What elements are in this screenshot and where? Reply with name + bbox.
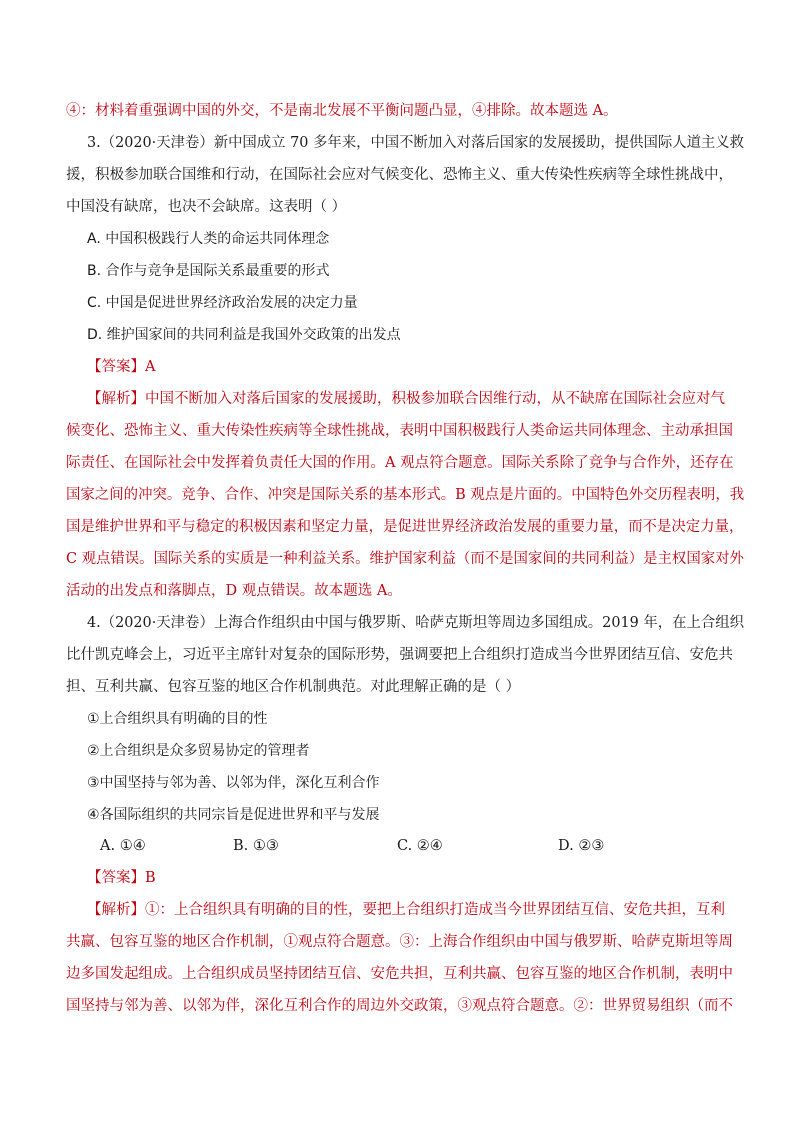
q3-stem-line-2: 援，积极参加联合国维和行动，在国际社会应对气候变化、恐怖主义、重大传染性疾病等全球性挑战中， [66,167,733,183]
q3-analysis-line-7: 活动的出发点和落脚点，D 观点错误。故本题选 A。 [66,583,402,599]
q4-choice-a: A. ①④ [100,838,146,854]
q3-option-b: B. 合作与竞争是国际关系最重要的形式 [87,263,330,279]
q4-analysis-line-2: 共赢、包容互鉴的地区合作机制，①观点符合题意。③：上海合作组织由中国与俄罗斯、哈萨克斯坦等周 [66,934,733,950]
q4-choice-d: D. ②③ [558,838,605,854]
q3-option-d: D. 维护国家间的共同利益是我国外交政策的出发点 [87,327,401,343]
q3-answer: 【答案】A [87,359,156,375]
q3-stem-line-3: 中国没有缺席，也决不会缺席。这表明（ ） [66,199,347,215]
q4-stem-line-3: 担、互利共赢、包容互鉴的地区合作机制典范。对此理解正确的是（ ） [66,679,521,695]
q3-option-c: C. 中国是促进世界经济政治发展的决定力量 [87,295,358,311]
q4-stem-line-2: 比什凯克峰会上，习近平主席针对复杂的国际形势，强调要把上合组织打造成当今世界团结互信、安危共 [66,647,733,663]
q3-stem-line-1: 3.（2020·天津卷）新中国成立 70 多年来，中国不断加入对落后国家的发展援助，提供国际人道主义救 [87,135,745,151]
q3-analysis-line-4: 国家之间的冲突。竞争、合作、冲突是国际关系的基本形式。B 观点是片面的。中国特色外交历程表明，我 [66,487,745,503]
q4-choice-c: C. ②④ [397,838,443,854]
q3-analysis-line-1: 【解析】中国不断加入对落后国家的发展援助，积极参加联合因维行动，从不缺席在国际社会应对气 [87,391,725,407]
q3-analysis-line-5: 国是维护世界和平与稳定的积极因素和坚定力量，是促进世界经济政治发展的重要力量，而不是决定力量， [66,519,744,535]
q3-analysis-line-2: 候变化、恐怖主义、重大传染性疾病等全球性挑战，表明中国积极践行人类命运共同体理念、主动承担国 [66,423,733,439]
q3-option-a: A. 中国积极践行人类的命运共同体理念 [87,231,330,247]
q3-analysis-line-6: C 观点错误。国际关系的实质是一种利益关系。维护国家利益（而不是国家间的共同利益）是主权国家对外 [66,551,744,567]
q4-stem-line-1: 4.（2020·天津卷）上海合作组织由中国与俄罗斯、哈萨克斯坦等周边多国组成。2019 年，在上合组织 [87,615,745,631]
q4-statement-2: ②上合组织是众多贸易协定的管理者 [87,743,310,759]
q4-answer: 【答案】B [87,870,156,886]
q4-analysis-line-3: 边多国发起组成。上合组织成员坚持团结互信、安危共担，互利共赢、包容互鉴的地区合作机制，表明中 [66,966,733,982]
prev-analysis-tail: ④：材料着重强调中国的外交，不是南北发展不平衡问题凸显，④排除。故本题选 A。 [66,103,618,119]
q4-statement-4: ④各国际组织的共同宗旨是促进世界和平与发展 [87,807,380,823]
q4-statement-3: ③中国坚持与邻为善、以邻为伴，深化互利合作 [87,775,380,791]
q3-analysis-line-3: 际责任、在国际社会中发挥着负责任大国的作用。A 观点符合题意。国际关系除了竞争与合作外，还存在 [66,455,734,471]
q4-statement-1: ①上合组织具有明确的目的性 [87,711,268,727]
q4-analysis-line-1: 【解析】①：上合组织具有明确的目的性，要把上合组织打造成当今世界团结互信、安危共担，互利 [87,902,725,918]
q4-analysis-line-4: 国坚持与邻为善、以邻为伴，深化互利合作的周边外交政策，③观点符合题意。②：世界贸易组织（而不 [66,998,733,1014]
q4-choice-b: B. ①③ [233,838,279,854]
